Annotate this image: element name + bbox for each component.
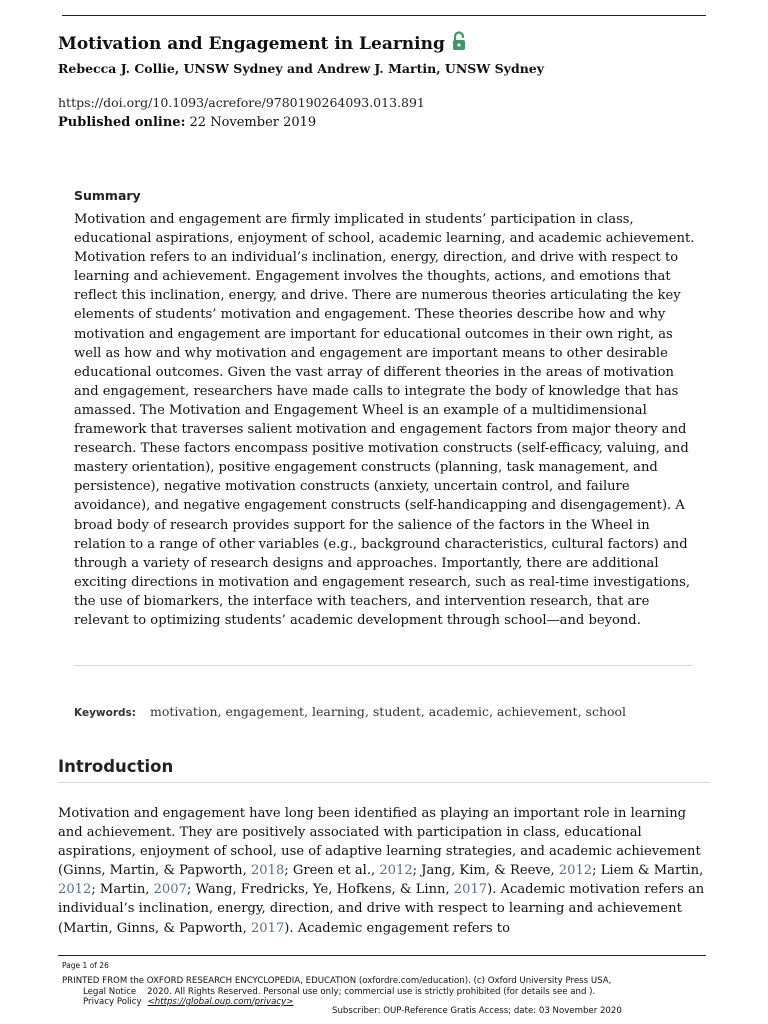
published-date xyxy=(58,115,316,130)
published-date-value: 22 November 2019 xyxy=(189,115,317,130)
top-rule xyxy=(62,15,706,16)
citation-year-link[interactable]: 2017 xyxy=(453,882,488,898)
introduction-paragraph xyxy=(58,804,710,938)
page-number: Page 1 of 26 xyxy=(62,961,109,970)
citation-year-link[interactable]: 2018 xyxy=(250,863,285,879)
article-title: Motivation and Engagement in Learning xyxy=(58,34,445,54)
keywords-list: motivation, engagement, learning, student, academic, achievement, school xyxy=(149,704,627,719)
intro-text: Motivation and engagement have long been identified as playing an important role in learning and achievement. They are positively associated with participation in class, educational aspirations, enjoyment of school, use of adaptive learning strategies, and academic achievement ( xyxy=(58,806,701,879)
doi-link[interactable]: https://doi.org/10.1093/acrefore/9780190264093.013.891 xyxy=(58,95,425,110)
citation-year-link[interactable]: 2017 xyxy=(250,920,285,936)
privacy-policy-label: Privacy Policy xyxy=(83,997,142,1007)
citation-author: Liem & Martin, xyxy=(600,863,704,879)
citation-author: Green et al., xyxy=(292,863,380,879)
keywords-row xyxy=(74,704,626,719)
legal-notice-link[interactable]: Legal Notice xyxy=(83,987,137,997)
intro-text: ). Academic engagement refers to xyxy=(284,920,510,936)
citation-separator: ; xyxy=(592,863,601,879)
printed-from-notice: PRINTED FROM the OXFORD RESEARCH ENCYCLOPEDIA, EDUCATION (oxfordre.com/education). (c) Oxford University Press USA, xyxy=(62,976,612,986)
legal-notice-line xyxy=(83,987,595,997)
subscriber-info: Subscriber: OUP-Reference Gratis Access; date: 03 November 2020 xyxy=(332,1006,622,1016)
citation-year-link[interactable]: 2012 xyxy=(379,863,413,879)
citation-separator: ; xyxy=(412,863,422,879)
citation-separator: ; xyxy=(186,882,196,898)
citation-separator: ; xyxy=(91,882,100,898)
article-authors: Rebecca J. Collie, UNSW Sydney and Andrew J. Martin, UNSW Sydney xyxy=(58,61,544,76)
title-row xyxy=(58,34,467,54)
rights-notice: 2020. All Rights Reserved. Personal use only; commercial use is strictly prohibited (for details see and ). xyxy=(147,987,596,997)
published-label: Published online: xyxy=(58,115,186,130)
citation-author: Martin, xyxy=(99,882,154,898)
introduction-divider xyxy=(58,782,710,783)
summary-heading: Summary xyxy=(74,188,141,203)
summary-text: Motivation and engagement are firmly implicated in students’ participation in class, educational aspirations, enjoyment of school, academic learning, and academic achievement. Motivation refers to an individual’s inclination, energy, direction, and drive with respect to learning and achievement. Engagement involves the thoughts, actions, and emotions that reflect this inclination, energy, and drive. There are numerous theories articulating the key elements of students’ motivation and engagement. These theories describe how and why motivation and engagement are important for educational outcomes in their own right, as well as how and why motivation and engagement are important means to other desirable educational outcomes. Given the vast array of different theories in the areas of motivation and engagement, researchers have made calls to integrate the body of knowledge that has amassed. The Motivation and Engagement Wheel is an example of a multidimensional framework that traverses salient motivation and engagement factors from major theory and research. These factors encompass positive motivation constructs (self-efficacy, valuing, and mastery orientation), positive engagement constructs (planning, task management, and persistence), negative motivation constructs (anxiety, uncertain control, and failure avoidance), and negative engagement constructs (self-handicapping and disengagement). A broad body of research provides support for the salience of the factors in the Wheel in relation to a range of other variables (e.g., background characteristics, cultural factors) and through a variety of research designs and approaches. Importantly, there are additional exciting directions in motivation and engagement research, such as real-time investigations, the use of biomarkers, the interface with teachers, and intervention research, that are relevant to optimizing students’ academic development through school—and beyond. xyxy=(74,212,695,628)
intro-text: ). Academic motivation refers an individual’s inclination, energy, direction, and drive with respect to learning and achievement ( xyxy=(58,882,705,936)
privacy-line xyxy=(83,997,293,1007)
privacy-policy-link[interactable]: <https://global.oup.com/privacy> xyxy=(147,997,294,1007)
citation-author: Martin, Ginns, & Papworth, xyxy=(63,920,251,936)
footer-rule xyxy=(58,955,706,956)
citation-year-link[interactable]: 2012 xyxy=(58,882,92,898)
citation-author: Wang, Fredricks, Ye, Hofkens, & Linn, xyxy=(195,882,454,898)
open-access-lock-icon xyxy=(451,31,467,51)
introduction-heading: Introduction xyxy=(58,757,174,776)
summary-divider xyxy=(74,665,693,666)
citation-year-link[interactable]: 2012 xyxy=(558,863,593,879)
keywords-label: Keywords: xyxy=(74,707,136,719)
citation-separator: ; xyxy=(284,863,293,879)
citation-year-link[interactable]: 2007 xyxy=(153,882,187,898)
citation-author: Ginns, Martin, & Papworth, xyxy=(63,863,251,879)
citation-author: Jang, Kim, & Reeve, xyxy=(421,863,559,879)
